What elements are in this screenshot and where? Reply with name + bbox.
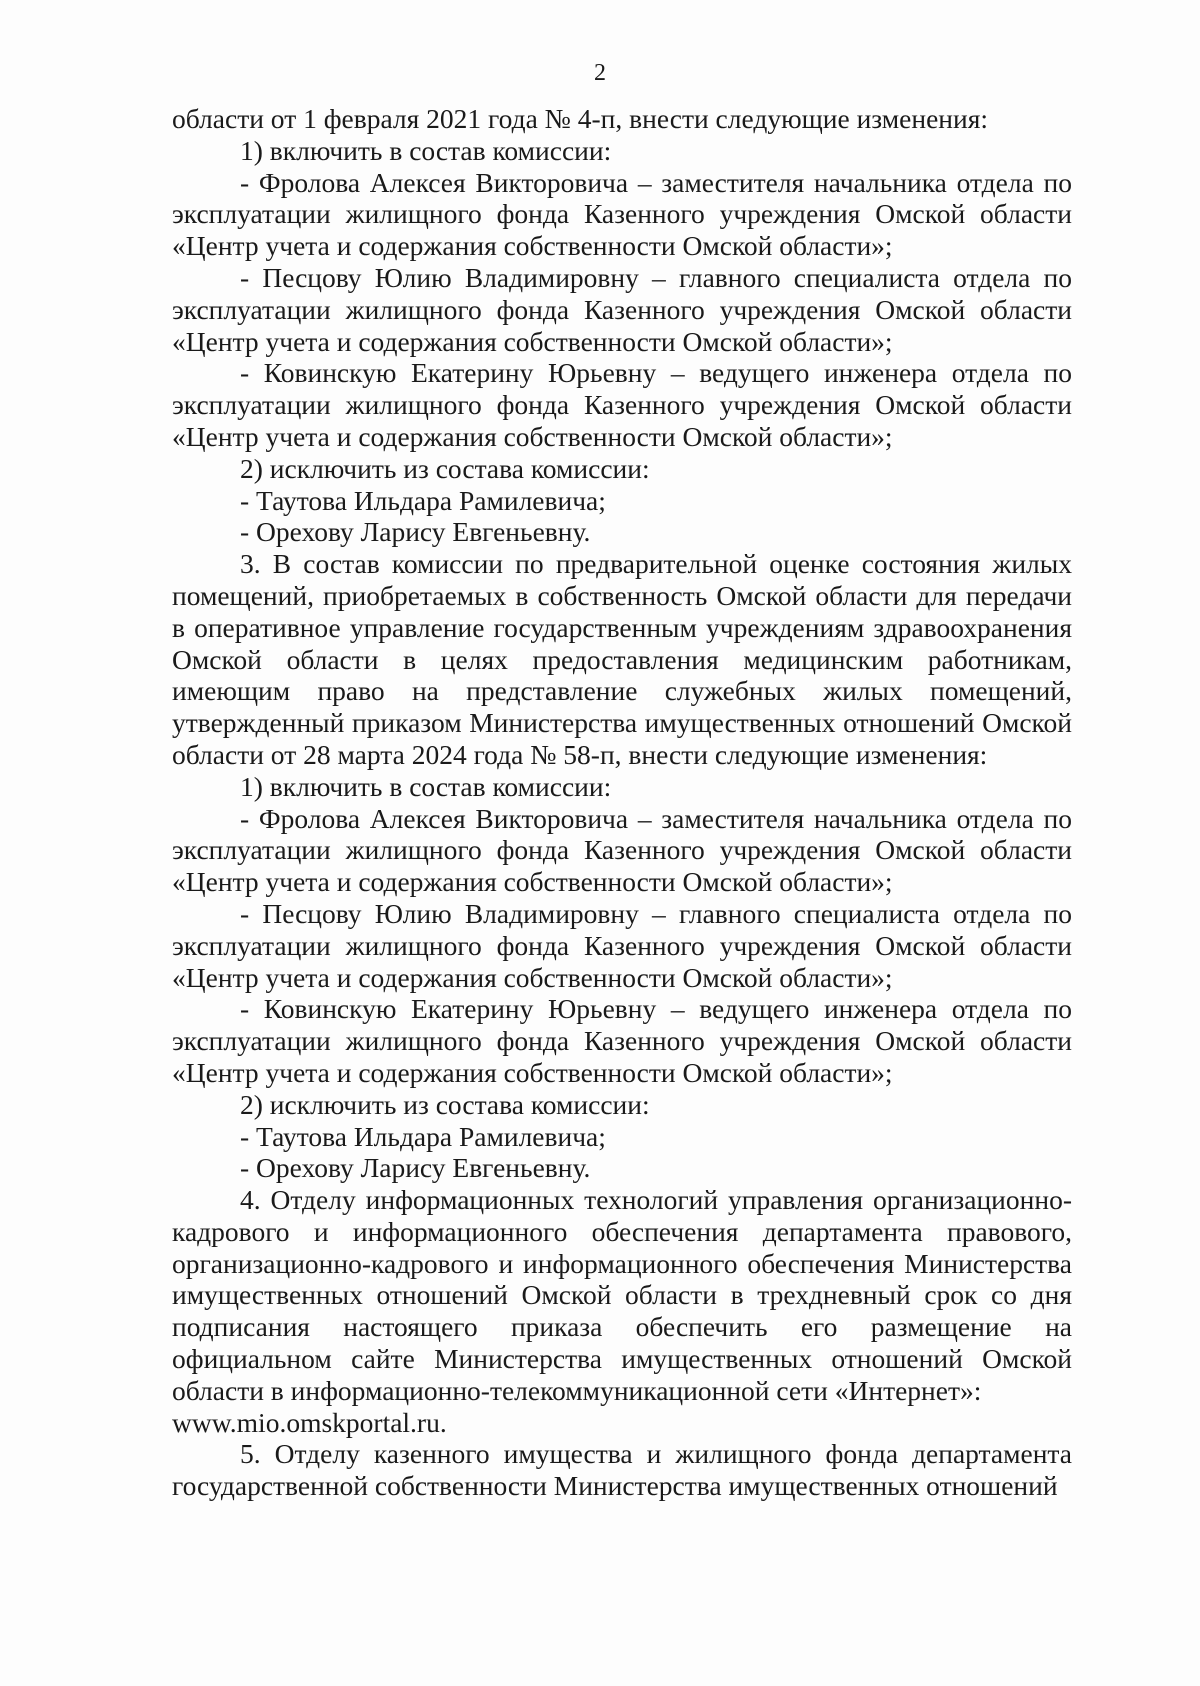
paragraph-10: 1) включить в состав комиссии:: [240, 770, 612, 802]
paragraph-3: - Фролова Алексея Викторовича – заместителя начальника отдела по эксплуатации жилищного фонда Казенного учреждения Омской области «Центр учета и содержания собственности Омской области»;: [172, 166, 1072, 262]
paragraph-7: - Таутова Ильдара Рамилевича;: [240, 484, 606, 516]
paragraph-12: - Песцову Юлию Владимировну – главного специалиста отдела по эксплуатации жилищного фонда Казенного учреждения Омской области «Центр учета и содержания собственности Омской области»;: [172, 897, 1072, 993]
website-url: www.mio.omskportal.ru.: [172, 1406, 447, 1438]
document-body: [172, 103, 1072, 1502]
paragraph-6: 2) исключить из состава комиссии:: [240, 452, 650, 484]
paragraph-2: 1) включить в состав комиссии:: [240, 134, 612, 166]
paragraph-15: - Таутова Ильдара Рамилевича;: [240, 1120, 606, 1152]
page-number: 2: [594, 60, 606, 86]
paragraph-13: - Ковинскую Екатерину Юрьевну – ведущего инженера отдела по эксплуатации жилищного фонда Казенного учреждения Омской области «Центр учета и содержания собственности Омской области»;: [172, 993, 1072, 1088]
paragraph-5: - Ковинскую Екатерину Юрьевну – ведущего инженера отдела по эксплуатации жилищного фонда Казенного учреждения Омской области «Центр учета и содержания собственности Омской области»;: [172, 357, 1072, 452]
paragraph-4: - Песцову Юлию Владимировну – главного специалиста отдела по эксплуатации жилищного фонда Казенного учреждения Омской области «Центр учета и содержания собственности Омской области»;: [172, 261, 1072, 357]
paragraph-8: - Орехову Ларису Евгеньевну.: [240, 516, 591, 548]
paragraph-17: 4. Отделу информационных технологий управления организационно-кадрового и информационного обеспечения департамента правового, организационно-кадрового и информационного обеспечения Министерства имущественных отношений Омской области в трехдневный срок со дня подписания настоящего приказа обеспечить его размещение на официальном сайте Министерства имущественных отношений Омской области в информационно-телекоммуникационной сети «Интернет»:: [172, 1184, 1072, 1406]
paragraph-11: - Фролова Алексея Викторовича – заместителя начальника отдела по эксплуатации жилищного фонда Казенного учреждения Омской области «Центр учета и содержания собственности Омской области»;: [172, 802, 1072, 898]
paragraph-1: области от 1 февраля 2021 года № 4-п, внести следующие изменения:: [172, 103, 989, 134]
paragraph-9: 3. В состав комиссии по предварительной оценке состояния жилых помещений, приобретаемых в собственность Омской области для передачи в оперативное управление государственным учреждениям здравоохранения Омской области в целях предоставления медицинским работникам, имеющим право на представление служебных жилых помещений, утвержденный приказом Министерства имущественных отношений Омской области от 28 марта 2024 года № 58-п, внести следующие изменения:: [172, 548, 1072, 770]
paragraph-14: 2) исключить из состава комиссии:: [240, 1088, 650, 1120]
paragraph-16: - Орехову Ларису Евгеньевну.: [240, 1152, 591, 1184]
paragraph-19: 5. Отделу казенного имущества и жилищного фонда департамента государственной собственности Министерства имущественных отношений: [172, 1438, 1072, 1502]
